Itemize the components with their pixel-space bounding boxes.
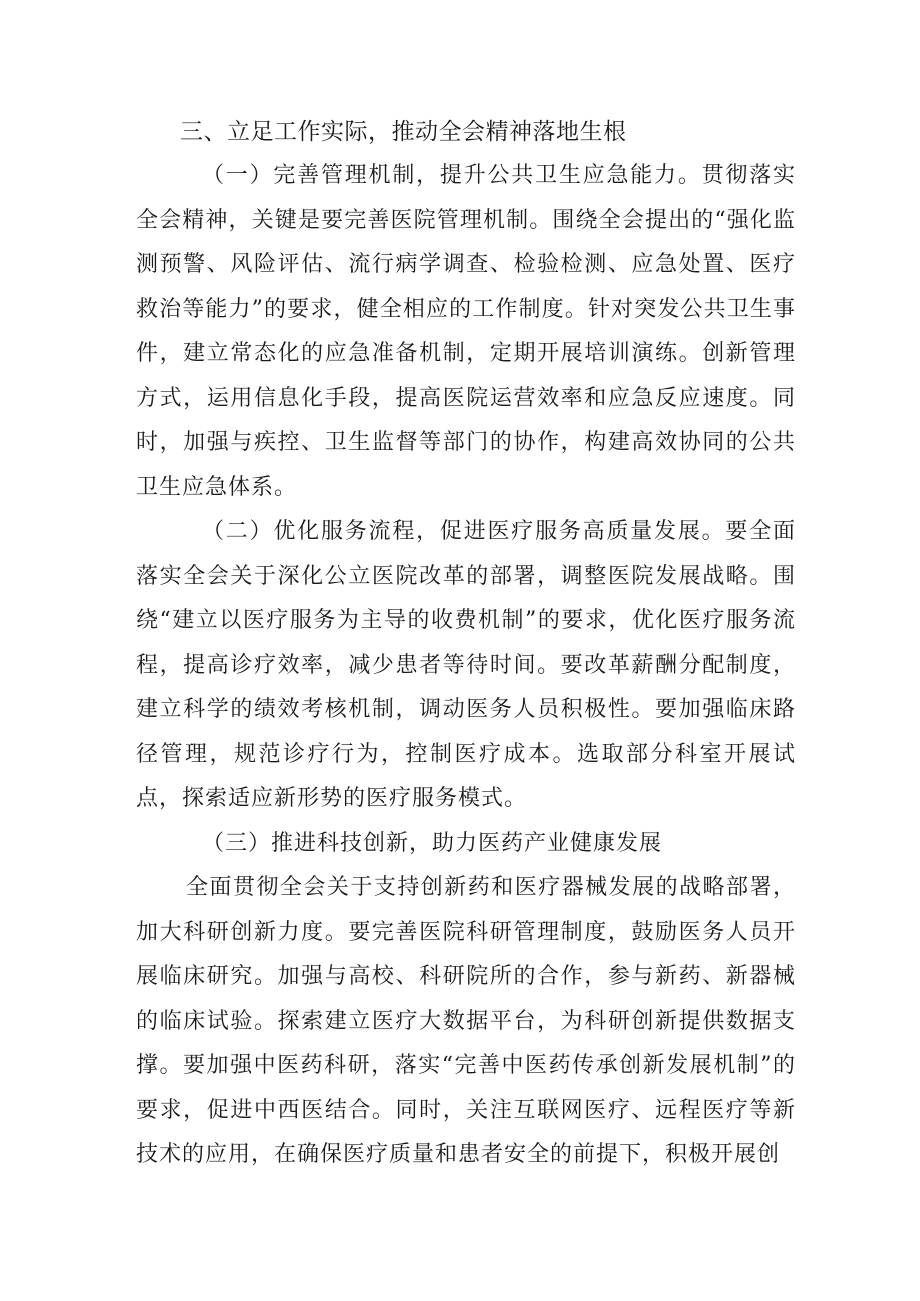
- paragraph-3-subheading: （三）推进科技创新，助力医药产业健康发展: [202, 830, 663, 856]
- paragraph-4: 全面贯彻全会关于支持创新药和医疗器械发展的战略部署，加大科研创新力度。要完善医院科研管理制度，鼓励医务人员开展临床研究。加强与高校、科研院所的合作，参与新药、新器械的临床试验。探索建立医疗大数据平台，为科研创新提供数据支撑。要加强中医药科研，落实“完善中医药传承创新发展机制”的要求，促进中西医结合。同时，关注互联网医疗、远程医疗等新技术的应用，在确保医疗质量和患者安全的前提下，积极开展创: [136, 875, 796, 1167]
- paragraph-2: （二）优化服务流程，促进医疗服务高质量发展。要全面落实全会关于深化公立医院改革的部署，调整医院发展战略。围绕“建立以医疗服务为主导的收费机制”的要求，优化医疗服务流程，提高诊疗效率，减少患者等待时间。要改革薪酬分配制度，建立科学的绩效考核机制，调动医务人员积极性。要加强临床路径管理，规范诊疗行为，控制医疗成本。选取部分科室开展试点，探索适应新形势的医疗服务模式。: [136, 519, 796, 811]
- document-body: [136, 110, 796, 1178]
- paragraph-1: （一）完善管理机制，提升公共卫生应急能力。贯彻落实全会精神，关键是要完善医院管理机制。围绕全会提出的“强化监测预警、风险评估、流行病学调查、检验检测、应急处置、医疗救治等能力”的要求，健全相应的工作制度。针对突发公共卫生事件，建立常态化的应急准备机制，定期开展培训演练。创新管理方式，运用信息化手段，提高医院运营效率和应急反应速度。同时，加强与疾控、卫生监督等部门的协作，构建高效协同的公共卫生应急体系。: [136, 163, 796, 500]
- section-heading: 三、立足工作实际，推动全会精神落地生根: [180, 119, 627, 145]
